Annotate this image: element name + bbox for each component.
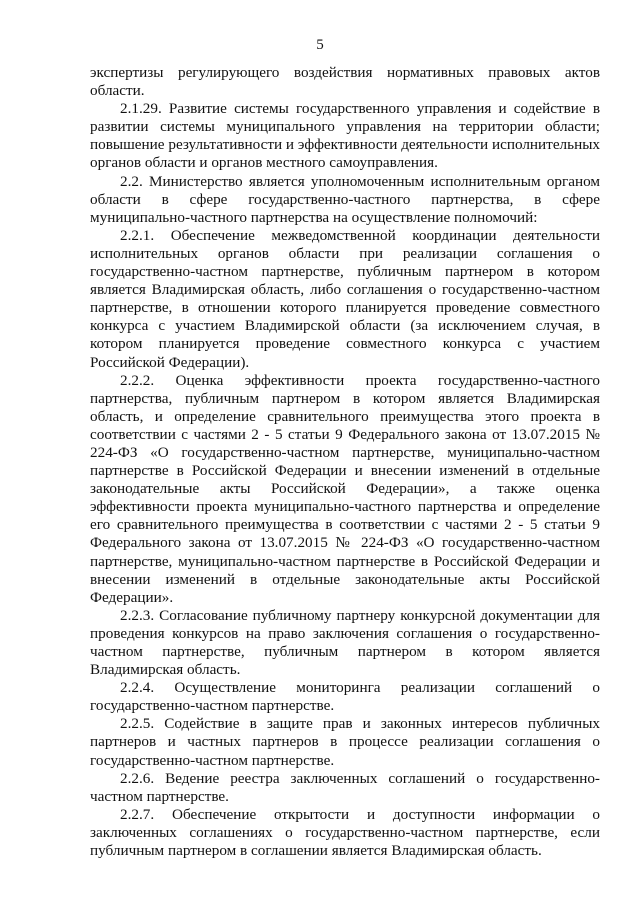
paragraph-2-2-7: 2.2.7. Обеспечение открытости и доступности информации о заключенных соглашениях о государственно-частном партнерстве, если публичным партнером в соглашении является Владимирская область. [90, 805, 600, 860]
paragraph-2-2-6: 2.2.6. Ведение реестра заключенных соглашений о государственно-частном партнерстве. [90, 769, 600, 805]
paragraph-2-2-1: 2.2.1. Обеспечение межведомственной координации деятельности исполнительных органов области при реализации соглашения о государственно-частном партнерстве, публичным партнером в котором является Владимирская область, либо соглашения о государственно-частном партнерстве, в отношении которого планируется проведение совместного конкурса с участием Владимирской области (за исключением случая, в котором планируется проведение совместного конкурса с участием Российской Федерации). [90, 226, 600, 371]
paragraph-2-1-29: 2.1.29. Развитие системы государственного управления и содействие в развитии системы муниципального управления на территории области; повышение результативности и эффективности деятельности исполнительных органов области и органов местного самоуправления. [90, 100, 600, 172]
paragraph-continuation: экспертизы регулирующего воздействия нормативных правовых актов области. [90, 64, 600, 100]
page-number: 5 [316, 37, 324, 53]
paragraph-2-2-2: 2.2.2. Оценка эффективности проекта государственно-частного партнерства, публичным партнером в котором является Владимирская область, и определение сравнительного преимущества этого проекта в соответствии с частями 2 - 5 статьи 9 Федерального закона от 13.07.2015 № 224-ФЗ «О государственно-частном партнерстве, муниципально-частном партнерстве в Российской Федерации и внесении изменений в отдельные законодательные акты Российской Федерации», а также оценка эффективности проекта муниципально-частного партнерства и определение его сравнительного преимущества в соответствии с частями 2 - 5 статьи 9 Федерального закона от 13.07.2015 № 224-ФЗ «О государственно-частном партнерстве, муниципально-частном партнерстве в Российской Федерации и внесении изменений в отдельные законодательные акты Российской Федерации». [90, 371, 600, 606]
paragraph-2-2-3: 2.2.3. Согласование публичному партнеру конкурсной документации для проведения конкурсов на право заключения соглашения о государственно-частном партнерстве, публичным партнером в котором является Владимирская область. [90, 606, 600, 679]
paragraph-2-2-5: 2.2.5. Содействие в защите прав и законных интересов публичных партнеров и частных партнеров в процессе реализации соглашения о государственно-частном партнерстве. [90, 715, 600, 769]
paragraph-2-2-4: 2.2.4. Осуществление мониторинга реализации соглашений о государственно-частном партнерстве. [90, 679, 600, 715]
document-body [90, 64, 600, 860]
paragraph-2-2: 2.2. Министерство является уполномоченным исполнительным органом области в сфере государственно-частного партнерства, в сфере муниципально-частного партнерства на осуществление полномочий: [90, 172, 600, 226]
